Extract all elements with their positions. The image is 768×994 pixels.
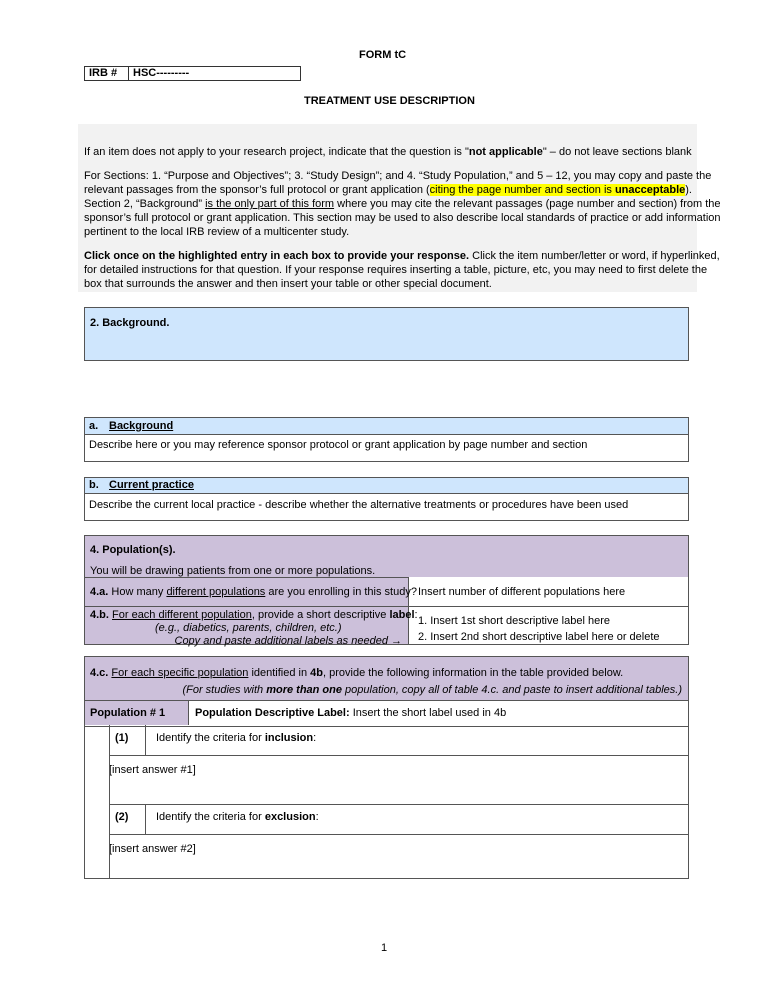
- instruction-line: Section 2, “Background” is the only part of this form where you may cite the relevant passages (page number and section) from the: [84, 198, 721, 210]
- section-title: 4. Population(s).: [90, 544, 176, 556]
- exclusion-question: Identify the criteria for exclusion:: [156, 811, 319, 823]
- instructions-box: [78, 124, 721, 292]
- answer-4b-2[interactable]: 2. Insert 2nd short descriptive label here or delete: [418, 631, 660, 643]
- current-practice-answer[interactable]: Describe the current local practice - describe whether the alternative treatments or procedures have been used: [89, 499, 629, 511]
- doc-title: TREATMENT USE DESCRIPTION: [304, 95, 475, 107]
- page-number: 1: [381, 942, 388, 954]
- section-4: [84, 535, 689, 645]
- inclusion-answer[interactable]: [insert answer #1]: [109, 764, 196, 776]
- question-4c: [84, 656, 689, 879]
- instruction-line: pertinent to the local IRB review of a multicenter study.: [84, 226, 350, 238]
- background-answer[interactable]: Describe here or you may reference sponsor protocol or grant application by page number and section: [89, 439, 588, 451]
- irb-table: [84, 66, 301, 81]
- item-number: (2): [115, 811, 129, 823]
- question-4b-copy-note: Copy and paste additional labels as needed →: [174, 635, 402, 647]
- inclusion-answer-cell: [109, 755, 688, 805]
- section-intro: You will be drawing patients from one or more populations.: [90, 565, 376, 577]
- form-title: FORM tC: [359, 49, 407, 61]
- item-title[interactable]: Current practice: [109, 479, 194, 491]
- instruction-line: sponsor’s full protocol or grant application. This section may be used to also describe local standards of practice or add information: [84, 212, 721, 224]
- instruction-line: relevant passages from the sponsor’s full protocol or grant application (citing the page number and section is unacceptable).: [84, 184, 692, 196]
- divider: [408, 606, 688, 607]
- inclusion-question: Identify the criteria for inclusion:: [156, 732, 317, 744]
- instruction-na: If an item does not apply to your research project, indicate that the question is "not applicable" – do not leave sections blank: [84, 146, 692, 158]
- item-label: a.: [89, 420, 99, 432]
- item-title[interactable]: Background: [109, 420, 174, 432]
- question-4c-note: (For studies with more than one population, copy all of table 4.c. and paste to insert additional tables.): [182, 684, 682, 696]
- irb-divider: [128, 67, 129, 80]
- answer-4b-1[interactable]: 1. Insert 1st short descriptive label here: [418, 615, 610, 627]
- population-number-label: Population # 1: [90, 707, 166, 719]
- question-4c-text: 4.c. For each specific population identified in 4b, provide the following information in the table provided below.: [90, 667, 624, 679]
- item-header: [85, 418, 688, 435]
- item-number: (1): [115, 732, 129, 744]
- item-label: b.: [89, 479, 99, 491]
- question-4a: 4.a. How many different populations are you enrolling in this study?: [90, 586, 417, 598]
- background-b: [84, 477, 689, 521]
- background-a: [84, 417, 689, 462]
- question-4b-example: (e.g., diabetics, parents, children, etc.): [155, 622, 342, 634]
- section-2-header: [84, 307, 689, 361]
- instruction-click: Click once on the highlighted entry in each box to provide your response. Click the item number/letter or word, if hyperlinked,: [84, 250, 720, 262]
- question-4b: 4.b. For each different population, provide a short descriptive label:: [90, 609, 418, 621]
- irb-value[interactable]: HSC---------: [133, 67, 190, 79]
- instruction-line: for detailed instructions for that question. If your response requires inserting a table, picture, etc, you may need to first delete the: [84, 264, 708, 276]
- section-title: 2. Background.: [90, 317, 170, 329]
- population-label-answer[interactable]: Insert the short label used in 4b: [349, 707, 507, 719]
- population-descriptive-label: Population Descriptive Label: Insert the short label used in 4b: [195, 707, 507, 719]
- exclusion-answer[interactable]: [insert answer #2]: [109, 843, 196, 855]
- answer-4a[interactable]: Insert number of different populations here: [418, 586, 626, 598]
- instruction-line: For Sections: 1. “Purpose and Objectives”; 3. “Study Design”; and 4. “Study Population,” and 5 – 12, you may copy and paste the: [84, 170, 712, 182]
- irb-label: IRB #: [89, 67, 118, 79]
- instruction-line: box that surrounds the answer and then insert your table or other special document.: [84, 278, 492, 290]
- exclusion-answer-cell: [109, 834, 110, 878]
